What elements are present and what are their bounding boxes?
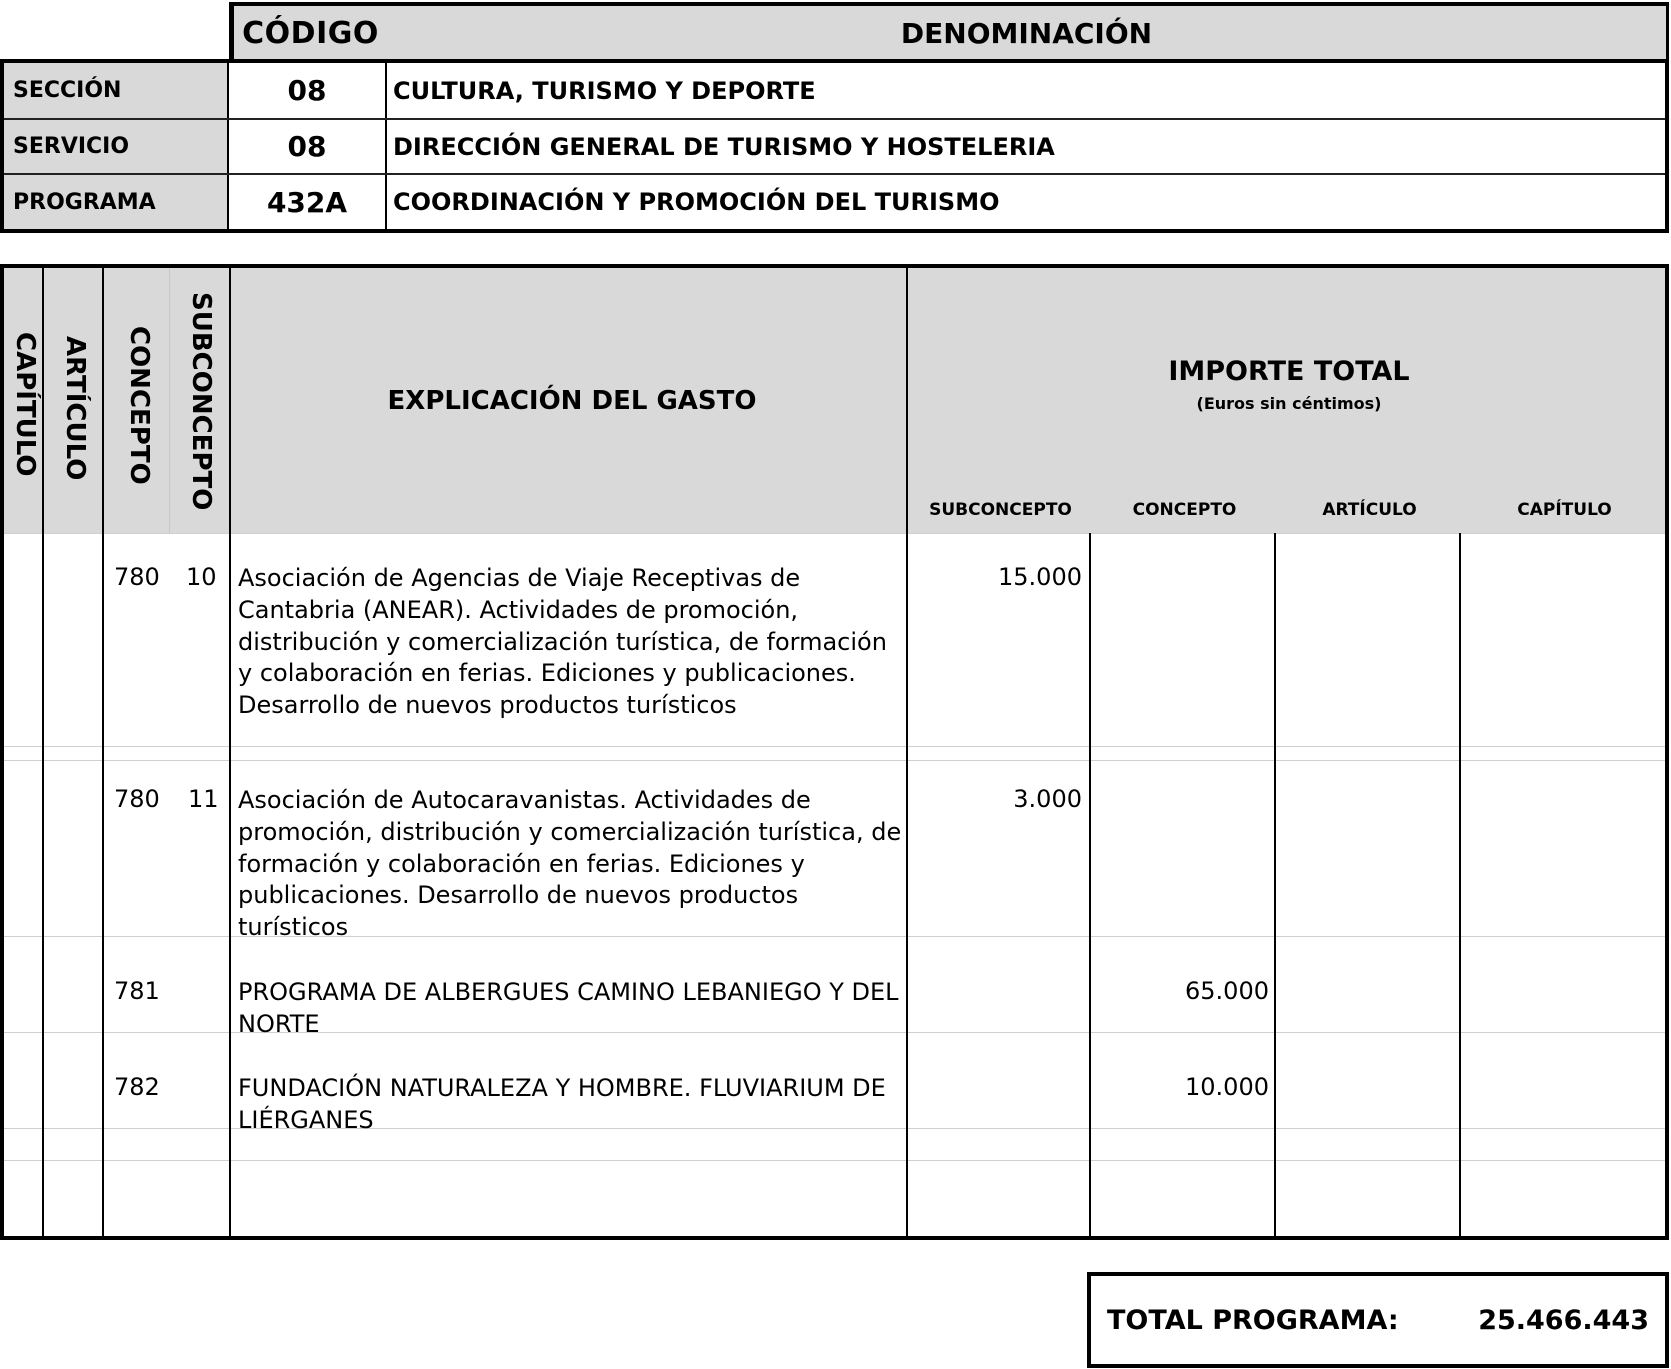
column-divider — [1459, 533, 1461, 1236]
header-importe-articulo: ARTÍCULO — [1322, 500, 1417, 520]
column-divider — [169, 268, 170, 533]
header-importe-total: IMPORTE TOTAL — [1168, 356, 1410, 387]
cell-description: Asociación de Agencias de Viaje Receptivas de Cantabria (ANEAR). Actividades de promoción, distribución y comercialización turística, de formación y colaboración en ferias. Ediciones y publicaciones. Desarrollo de nuevos productos turísticos — [238, 564, 887, 720]
header-explicacion: EXPLICACIÓN DEL GASTO — [387, 385, 757, 416]
row-separator — [4, 746, 1665, 747]
row-seccion — [4, 63, 1665, 120]
cell-concepto: 780 — [114, 563, 160, 591]
code-servicio: 08 — [229, 120, 387, 173]
cell-subconcepto: 11 — [188, 785, 219, 813]
header-capitulo: CAPÍTULO — [10, 332, 40, 477]
total-label: TOTAL PROGRAMA: — [1107, 1304, 1399, 1336]
column-divider — [906, 268, 908, 1236]
row-separator — [4, 760, 1665, 761]
code-seccion: 08 — [229, 63, 387, 118]
column-divider — [1089, 533, 1091, 1236]
cell-concepto: 780 — [114, 785, 160, 813]
column-divider — [102, 268, 104, 1236]
denomination-programa: COORDINACIÓN Y PROMOCIÓN DEL TURISMO — [393, 188, 1000, 216]
header-importe-capitulo: CAPÍTULO — [1517, 500, 1612, 520]
cell-importe-concepto: 65.000 — [1185, 977, 1269, 1005]
row-separator — [4, 533, 1665, 534]
cell-subconcepto: 10 — [186, 563, 217, 591]
cell-concepto: 781 — [114, 977, 160, 1005]
expense-table-header — [4, 268, 1665, 533]
column-divider — [229, 268, 231, 1236]
cell-importe-subconcepto: 15.000 — [998, 563, 1082, 591]
header-articulo: ARTÍCULO — [60, 336, 90, 481]
identification-body — [0, 59, 1669, 233]
column-divider — [1274, 533, 1276, 1236]
cell-concepto: 782 — [114, 1073, 160, 1101]
header-importe-concepto: CONCEPTO — [1132, 500, 1237, 520]
denomination-servicio: DIRECCIÓN GENERAL DE TURISMO Y HOSTELERIA — [393, 132, 1055, 161]
label-seccion: SECCIÓN — [4, 63, 229, 118]
header-concepto: CONCEPTO — [124, 326, 154, 485]
header-importe-subtitle: (Euros sin céntimos) — [1196, 394, 1382, 413]
cell-description: PROGRAMA DE ALBERGUES CAMINO LEBANIEGO Y DEL NORTE — [238, 978, 899, 1038]
cell-importe-subconcepto: 3.000 — [1013, 785, 1082, 813]
header-codigo: CÓDIGO — [229, 2, 389, 61]
expense-table-body — [4, 533, 1665, 1236]
label-servicio: SERVICIO — [4, 120, 229, 173]
header-importe-subconcepto: SUBCONCEPTO — [929, 500, 1072, 520]
cell-description: Asociación de Autocaravanistas. Actividades de promoción, distribución y comercialización turística, de formación y colaboración en ferias. Ediciones y publicaciones. Desarrollo de nuevos productos turísticos — [238, 786, 902, 942]
cell-importe-concepto: 10.000 — [1185, 1073, 1269, 1101]
header-subconcepto: SUBCONCEPTO — [186, 292, 216, 511]
column-divider — [42, 268, 44, 1236]
header-denominacion: DENOMINACIÓN — [387, 2, 1669, 61]
total-value: 25.466.443 — [1478, 1304, 1649, 1336]
denomination-seccion: CULTURA, TURISMO Y DEPORTE — [393, 76, 816, 105]
label-programa: PROGRAMA — [4, 175, 229, 229]
code-programa: 432A — [229, 175, 387, 229]
cell-description: FUNDACIÓN NATURALEZA Y HOMBRE. FLUVIARIUM DE LIÉRGANES — [238, 1074, 886, 1134]
row-programa — [4, 175, 1665, 229]
row-servicio — [4, 120, 1665, 175]
expense-table — [0, 264, 1669, 1240]
total-programa-box — [1087, 1272, 1669, 1368]
row-separator — [4, 1160, 1665, 1161]
identification-table — [0, 0, 1671, 235]
